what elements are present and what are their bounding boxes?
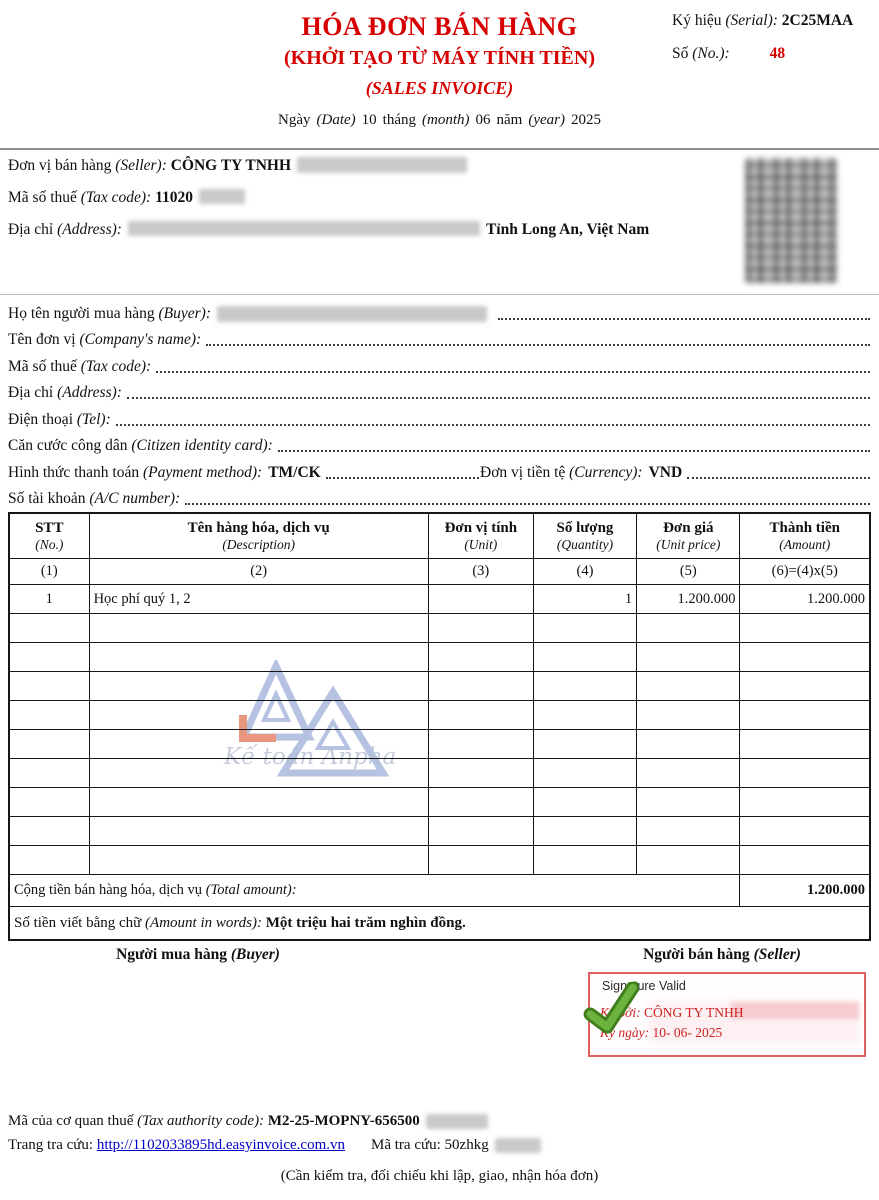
no-label: Số [672,45,689,62]
dotted-line [116,424,870,426]
date-day: 10 [361,112,377,128]
table-empty-rows [9,614,870,875]
amount-in-words: Số tiền viết bằng chữ (Amount in words): Một triệu hai trăm nghìn đồng. [9,907,870,941]
watermark-text: Kế toán Anpha [224,744,397,770]
lookup-code-value: 50zhkg [444,1137,489,1153]
horizontal-rule-seller-bottom [0,294,879,295]
buyer-taxcode-line [8,350,871,377]
invoice-number-row [672,45,872,63]
signed-date-line: Ký ngày: 10- 06- 2025 [600,1025,723,1040]
seller-address-line [8,221,738,253]
buyer-citizen-id-line [8,430,871,457]
invoice-number-value: 48 [769,45,786,62]
table-header-row [9,513,870,559]
table-empty-row [9,643,870,672]
buyer-tel-label: Điện thoại (Tel): [8,410,111,428]
column-numbering-row [9,559,870,585]
lookup-code-label: Mã tra cứu: [371,1137,441,1153]
seller-name-line [8,157,738,189]
buyer-citizen-id-label: Căn cước công dân (Citizen identity card): [8,437,273,454]
redacted-tax-code-suffix [426,1114,488,1129]
seller-taxcode-line [8,189,738,221]
serial-value: 2C25MAA [781,12,854,29]
amount-in-words-row [9,907,870,941]
numbering-cell: (1) [9,559,89,585]
seller-taxcode-label-en: (Tax code): [80,189,152,206]
total-value: 1.200.000 [740,875,870,907]
buyer-section [8,297,871,509]
buyer-signature-label: Người mua hàng (Buyer) [116,946,280,963]
seller-address-label-en: (Address): [57,221,122,238]
buyer-address-label: Địa chỉ (Address): [8,384,122,401]
table-empty-row [9,730,870,759]
numbering-cell: (6)=(4)x(5) [740,559,870,585]
buyer-name-line [8,297,871,324]
dotted-line [687,477,870,479]
serial-label: Ký hiệu [672,12,722,29]
date-month: 06 [475,112,491,128]
tax-authority-code-label: Mã của cơ quan thuế [8,1113,134,1129]
redacted-lookup-code-suffix [495,1138,541,1153]
item-unit [428,585,533,614]
item-unit-price: 1.200.000 [637,585,740,614]
seller-signature-label: Người bán hàng (Seller) [643,946,801,963]
col-header-description: Tên hàng hóa, dịch vụ (Description) [89,513,428,559]
currency-value: VND [648,463,683,481]
stamp-pink-highlight [731,1002,859,1019]
buyer-address-line [8,377,871,404]
numbering-cell: (3) [428,559,533,585]
col-header-amount: Thành tiền (Amount) [740,513,870,559]
account-number-label: Số tài khoản (A/C number): [8,490,181,507]
item-stt: 1 [9,585,89,614]
buyer-company-line [8,324,871,351]
currency-field [480,464,871,483]
dotted-line [156,371,870,373]
buyer-company-label: Tên đơn vị (Company's name): [8,331,202,348]
lookup-line [8,1137,547,1154]
date-word-thang: tháng [382,112,416,128]
table-empty-row [9,788,870,817]
payment-method-field [8,464,480,483]
seller-name-value: CÔNG TY TNHH [170,157,292,174]
seller-section [8,157,738,253]
redacted-buyer-name [217,306,487,322]
qr-code [745,158,837,283]
table-empty-row [9,846,870,875]
table-empty-row [9,701,870,730]
dotted-line [498,318,870,320]
date-word-month-en: (month) [422,112,470,128]
digital-signature-stamp [588,972,866,1057]
numbering-cell: (2) [89,559,428,585]
seller-address-label: Địa chỉ [8,221,54,238]
table-empty-row [9,672,870,701]
seller-name-label: Đơn vị bán hàng [8,157,112,174]
signed-by-line: Ký bởi: CÔNG TY TNHH [600,1005,744,1020]
lookup-label: Trang tra cứu: [8,1137,94,1153]
seller-address-value: Tỉnh Long An, Việt Nam [485,221,650,238]
seller-taxcode-value: 11020 [155,189,193,206]
signature-valid-check-icon [581,981,644,1037]
seller-name-label-en: (Seller): [115,157,167,174]
tax-authority-code-line [8,1113,547,1130]
buyer-taxcode-label: Mã số thuế (Tax code): [8,357,152,375]
tax-authority-code-value: M2-25-MOPNY-656500 [267,1113,420,1129]
payment-currency-line [8,456,871,483]
account-number-line [8,483,871,510]
seller-taxcode-label: Mã số thuế [8,189,77,206]
dotted-line [326,477,479,479]
no-label-en: (No.): [692,45,730,62]
bottom-note: (Cần kiểm tra, đối chiếu khi lập, giao, nhận hóa đơn) [280,1168,599,1184]
table-empty-row [9,614,870,643]
redacted-seller-name [297,157,467,173]
numbering-cell: (4) [533,559,636,585]
invoice-subtitle: (KHỞI TẠO TỪ MÁY TÍNH TIỀN) [284,47,595,69]
payment-method-value: TM/CK [268,463,321,481]
dotted-line [127,397,870,399]
redacted-seller-taxcode [199,189,245,204]
dotted-line [206,344,870,346]
redacted-seller-address [128,221,480,236]
items-table [8,512,871,941]
table-data-row [9,585,870,614]
buyer-tel-line [8,403,871,430]
invoice-date-line [0,112,879,129]
buyer-name-label: Họ tên người mua hàng (Buyer): [8,304,211,322]
total-row [9,875,870,907]
dotted-line [185,503,870,505]
invoice-title: HÓA ĐƠN BÁN HÀNG [301,12,578,41]
invoice-subtitle-en: (SALES INVOICE) [365,78,514,98]
lookup-url-link[interactable]: http://1102033895hd.easyinvoice.com.vn [96,1137,345,1153]
date-word-year-en: (year) [528,112,565,128]
col-header-quantity: Số lượng (Quantity) [533,513,636,559]
item-amount: 1.200.000 [740,585,870,614]
date-word-nam: năm [496,112,523,128]
table-empty-row [9,759,870,788]
dotted-line [278,450,870,452]
date-year: 2025 [570,112,601,128]
table-empty-row [9,817,870,846]
signature-valid-text: Signature Valid [602,979,686,993]
serial-row [672,12,872,30]
horizontal-rule-top [0,148,879,150]
tax-authority-code-label-en: (Tax authority code): [137,1113,265,1129]
col-header-unit: Đơn vị tính (Unit) [428,513,533,559]
serial-block [672,12,872,63]
date-word-ngay: Ngày [278,112,311,128]
item-description: Học phí quý 1, 2 [89,585,428,614]
date-word-date-en: (Date) [316,112,356,128]
col-header-unit-price: Đơn giá (Unit price) [637,513,740,559]
total-label: Cộng tiền bán hàng hóa, dịch vụ (Total amount): [9,875,740,907]
item-quantity: 1 [533,585,636,614]
numbering-cell: (5) [637,559,740,585]
serial-label-en: (Serial): [725,12,778,29]
payment-method-label: Hình thức thanh toán (Payment method): [8,463,263,481]
currency-label: Đơn vị tiền tệ (Currency): [480,463,643,481]
col-header-stt: STT (No.) [9,513,89,559]
footer-section [8,1113,547,1154]
